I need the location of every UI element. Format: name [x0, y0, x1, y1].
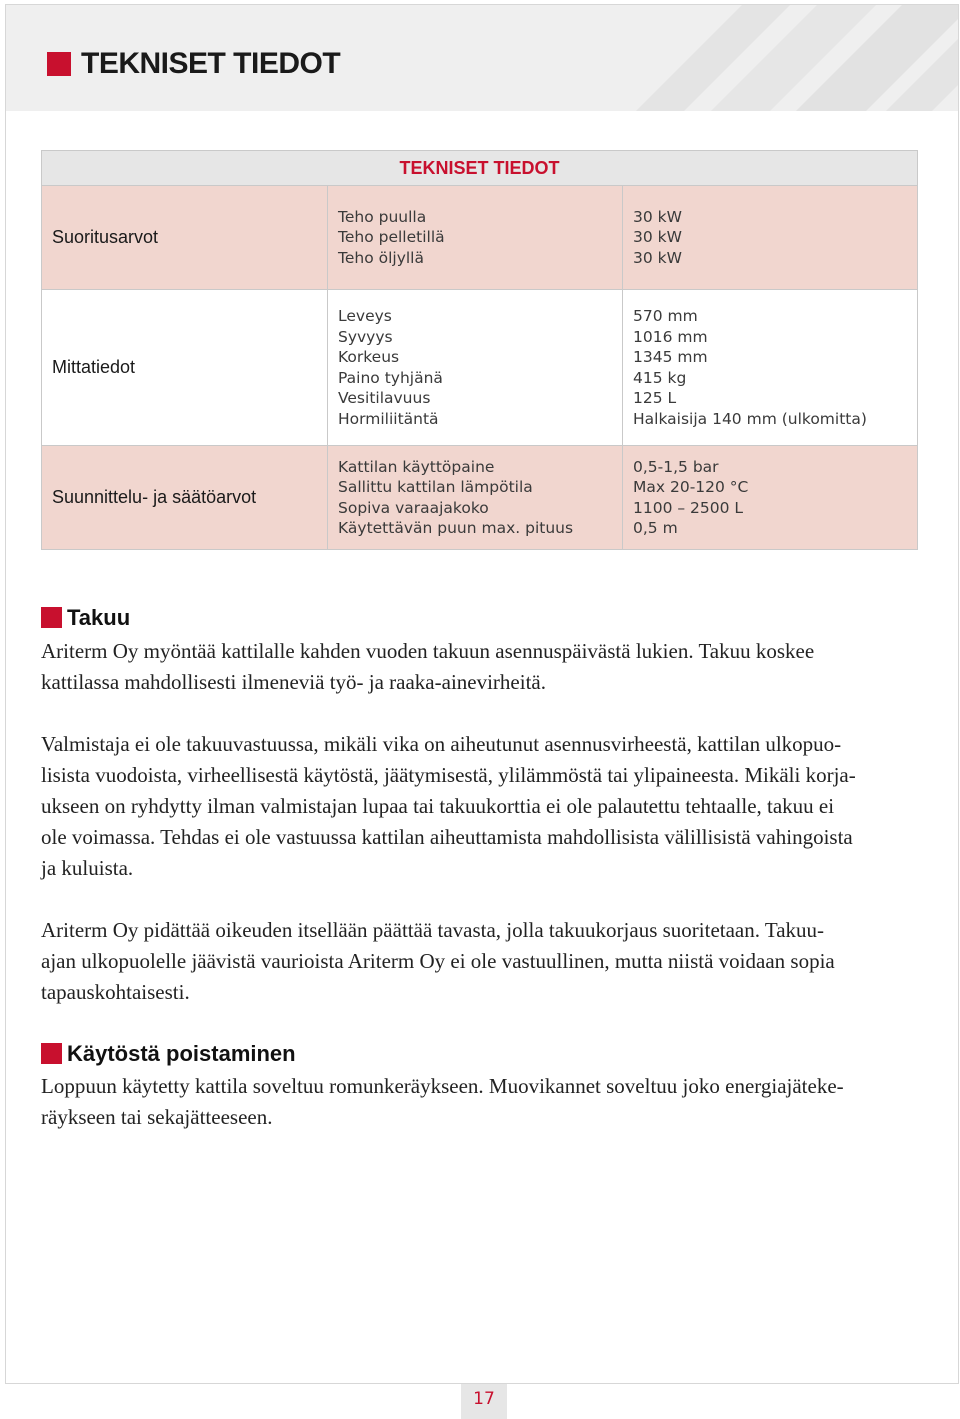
text-line: ja kuluista.	[41, 856, 134, 880]
spec-value: 1345 mm	[633, 348, 708, 366]
text-line: ole voimassa. Tehdas ei ole vastuussa kattilan aiheuttamista mahdollisista välillisistä vahingoista	[41, 825, 853, 849]
spec-value: Max 20-120 °C	[633, 478, 749, 496]
spec-label: Teho pelletillä	[338, 228, 445, 247]
spec-value: 0,5-1,5 bar	[633, 457, 719, 476]
technical-data-table	[41, 150, 918, 550]
spec-value: 0,5 m	[633, 519, 678, 537]
disposal-heading-text: Käytöstä poistaminen	[67, 1041, 296, 1066]
warranty-heading-text: Takuu	[67, 605, 131, 630]
text-line: tapauskohtaisesti.	[41, 980, 190, 1004]
spec-value: 30 kW	[633, 228, 682, 247]
table-row	[42, 446, 918, 550]
spec-label: Teho puulla	[338, 207, 427, 226]
spec-label: Vesitilavuus	[338, 389, 431, 407]
text-line: Ariterm Oy pidättää oikeuden itsellään päättää tavasta, jolla takuukorjaus suoritetaan. Takuu-	[41, 918, 825, 942]
row-values	[623, 186, 918, 290]
warranty-heading	[41, 604, 130, 632]
spec-label: Syvyys	[338, 327, 393, 346]
row-labels	[328, 186, 623, 290]
spec-value: Halkaisija 140 mm (ulkomitta)	[633, 409, 867, 428]
spec-value: 30 kW	[633, 207, 682, 226]
text-line: kattilassa mahdollisesti ilmeneviä työ- ja raaka-ainevirheitä.	[41, 670, 546, 694]
table-title: TEKNISET TIEDOT	[42, 151, 918, 186]
text-line: lisista vuodoista, virheellisestä käytöstä, jäätymisestä, ylilämmöstä tai ylipaineesta. Mikäli korja-	[41, 763, 856, 787]
section-red-square	[41, 1043, 62, 1064]
spec-label: Hormiliitäntä	[338, 409, 439, 428]
row-category: Mittatiedot	[42, 290, 328, 446]
row-category: Suoritusarvot	[42, 186, 328, 290]
spec-label: Korkeus	[338, 348, 400, 366]
text-line: Valmistaja ei ole takuuvastuussa, mikäli vika on aiheutunut asennusvirheestä, kattilan ulkopuo-	[41, 732, 842, 756]
spec-value: 570 mm	[633, 307, 698, 325]
table-row	[42, 186, 918, 290]
spec-value: 1100 – 2500 L	[633, 498, 744, 517]
disposal-heading	[41, 1040, 296, 1068]
section-red-square	[41, 607, 62, 628]
text-line: ukseen on ryhdytty ilman valmistajan lupaa tai takuukorttia ei ole palautettu tehtaalle, takuu ei	[41, 794, 835, 818]
disposal-paragraph	[41, 1071, 926, 1133]
spec-label: Käytettävän puun max. pituus	[338, 519, 574, 537]
row-values	[623, 290, 918, 446]
spec-label: Leveys	[338, 307, 392, 325]
header-red-square	[47, 52, 71, 76]
warranty-paragraph-3	[41, 915, 926, 1008]
table-row	[42, 290, 918, 446]
page-number: 17	[461, 1384, 507, 1419]
spec-label: Teho öljyllä	[338, 248, 424, 267]
spec-label: Kattilan käyttöpaine	[338, 457, 495, 476]
text-line: räykseen tai sekajätteeseen.	[41, 1105, 273, 1129]
text-line: Loppuun käytetty kattila soveltuu romunkeräykseen. Muovikannet soveltuu joko energiajäteke-	[41, 1074, 844, 1098]
warranty-paragraph-2	[41, 729, 926, 884]
text-line: Ariterm Oy myöntää kattilalle kahden vuoden takuun asennuspäivästä lukien. Takuu koskee	[41, 639, 815, 663]
text-line: ajan ulkopuolelle jäävistä vaurioista Ariterm Oy ei ole vastuullinen, mutta niistä voidaan sopia	[41, 949, 835, 973]
spec-value: 30 kW	[633, 248, 682, 267]
spec-label: Paino tyhjänä	[338, 368, 443, 387]
spec-value: 125 L	[633, 389, 677, 407]
row-labels	[328, 290, 623, 446]
spec-value: 1016 mm	[633, 327, 708, 346]
spec-value: 415 kg	[633, 368, 687, 387]
row-values	[623, 446, 918, 550]
spec-label: Sallittu kattilan lämpötila	[338, 478, 533, 496]
page-title: TEKNISET TIEDOT	[81, 47, 341, 80]
warranty-paragraph-1	[41, 636, 926, 698]
row-category: Suunnittelu- ja säätöarvot	[42, 446, 328, 550]
page-header	[6, 5, 958, 111]
row-labels	[328, 446, 623, 550]
spec-label: Sopiva varaajakoko	[338, 498, 489, 517]
